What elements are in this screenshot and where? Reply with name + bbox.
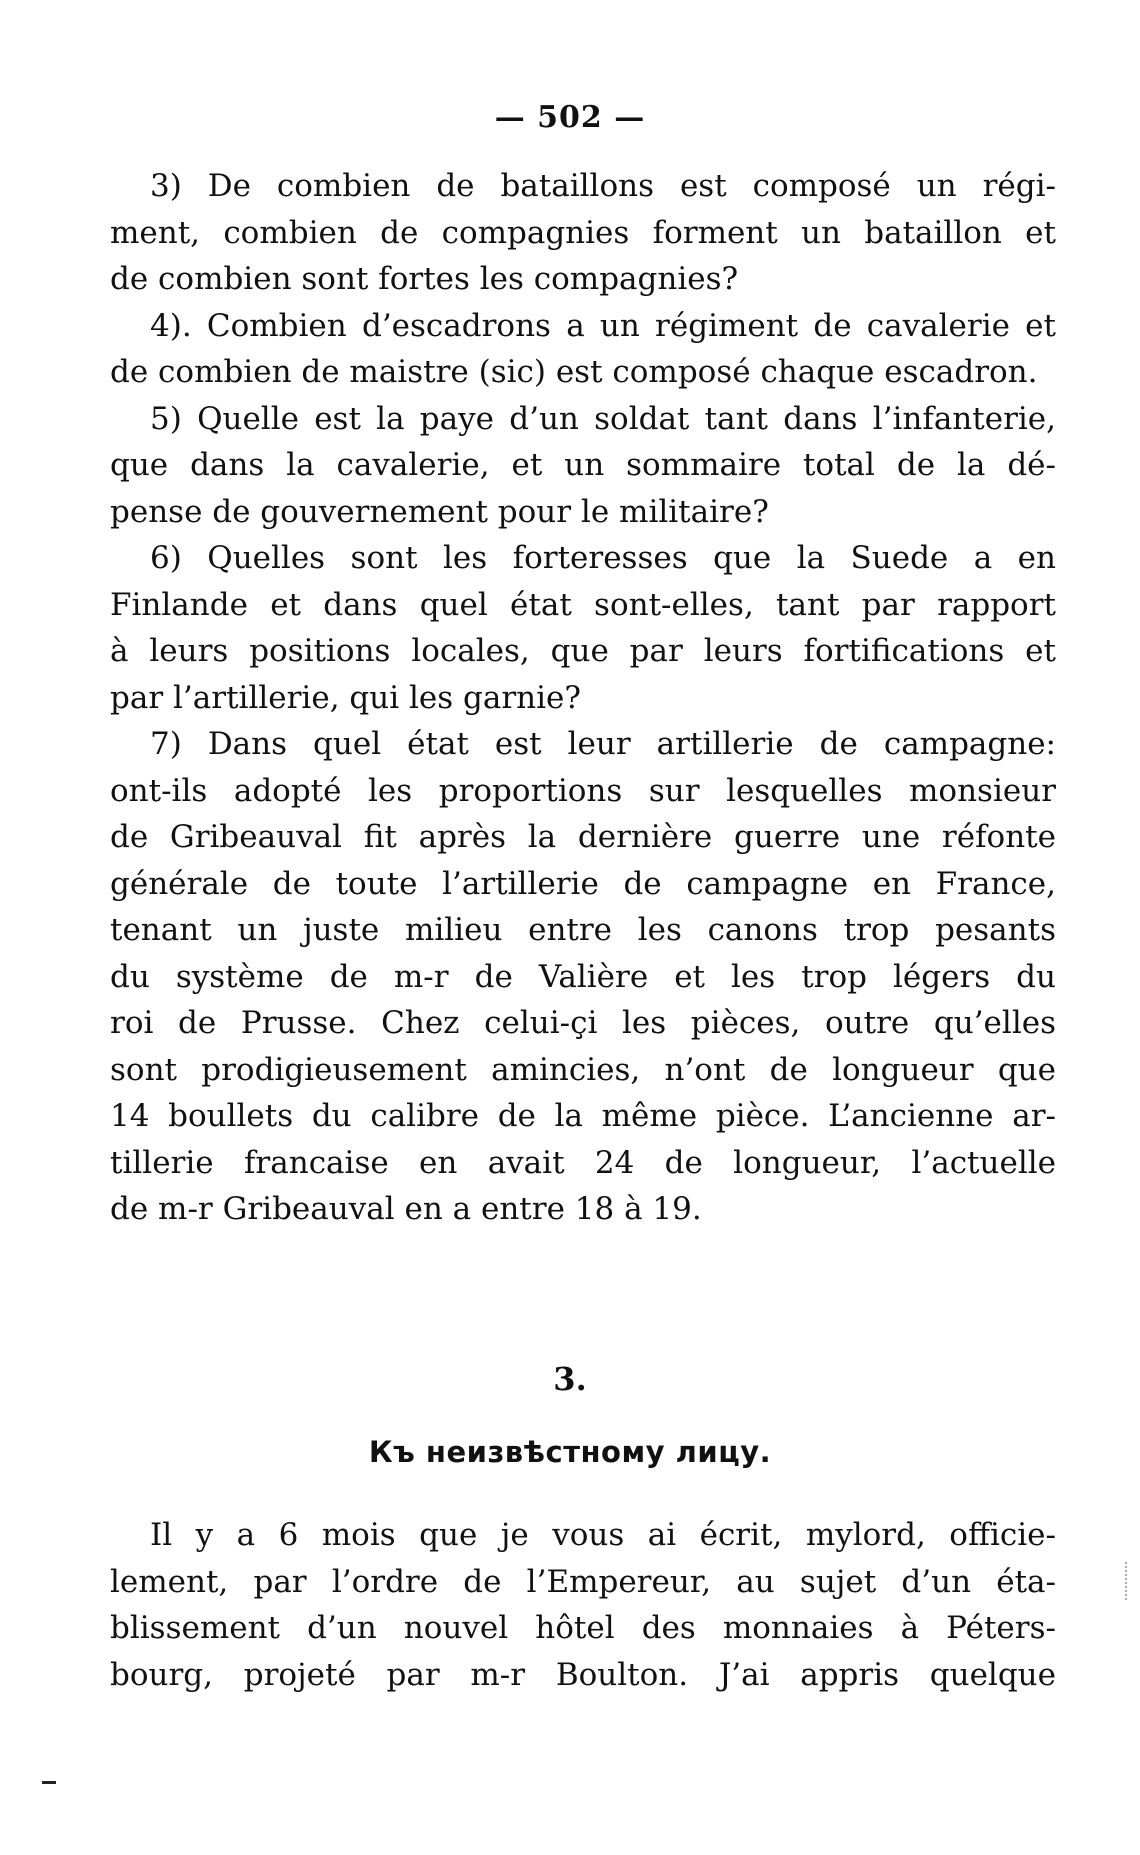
text-line: de combien de maistre (sic) est composé chaque escadron.: [110, 354, 1038, 390]
text-line: roi de Prusse. Chez celui-çi les pièces, outre qu’elles: [110, 1005, 1056, 1041]
text-line: de combien sont fortes les compagnies?: [110, 261, 739, 297]
text-line: tillerie francaise en avait 24 de longueur, l’actuelle: [110, 1144, 1056, 1181]
text-line: pense de gouvernement pour le militaire?: [110, 493, 769, 530]
text-line: ment, combien de compagnies forment un bataillon et: [110, 214, 1056, 251]
text-line: 4). Combien d’escadrons a un régiment de cavalerie et: [150, 307, 1056, 344]
text-line: par l’artillerie, qui les garnie?: [110, 679, 581, 716]
section-number: 3.: [553, 1360, 587, 1398]
margin-mark: [1125, 1562, 1129, 1600]
text-line: générale de toute l’artillerie de campagne en France,: [110, 865, 1056, 902]
text-line: 7) Dans quel état est leur artillerie de campagne:: [150, 726, 1056, 762]
text-line: 14 boullets du calibre de la même pièce. L’ancienne ar-: [110, 1098, 1056, 1134]
text-line: de m-r Gribeauval en a entre 18 à 19.: [110, 1191, 702, 1227]
letter-text: [110, 1512, 1056, 1698]
text-line: bourg, projeté par m-r Boulton. J’ai appris quelque: [110, 1656, 1056, 1693]
text-line: tenant un juste milieu entre les canons trop pesants: [110, 912, 1056, 948]
text-line: blissement d’un nouvel hôtel des monnaies à Péters-: [110, 1610, 1056, 1646]
text-line: à leurs positions locales, que par leurs fortifications et: [110, 633, 1056, 669]
text-line: de Gribeauval fit après la dernière guerre une réfonte: [110, 819, 1056, 855]
text-line: lement, par l’ordre de l’Empereur, au sujet d’un éta-: [110, 1563, 1056, 1600]
margin-dash: [42, 1781, 56, 1784]
body-text: [110, 163, 1056, 1233]
text-line: Finlande et dans quel état sont-elles, tant par rapport: [110, 586, 1056, 623]
text-line: ont-ils adopté les proportions sur lesquelles monsieur: [110, 772, 1056, 809]
text-line: 6) Quelles sont les forteresses que la Suede a en: [150, 540, 1056, 576]
text-line: Il y a 6 mois que je vous ai écrit, mylord, officie-: [150, 1517, 1056, 1553]
text-line: que dans la cavalerie, et un sommaire total de la dé-: [110, 447, 1056, 483]
page-number: — 502 —: [494, 100, 646, 135]
text-line: sont prodigieusement amincies, n’ont de longueur que: [110, 1051, 1056, 1088]
text-line: 5) Quelle est la paye d’un soldat tant dans l’infanterie,: [150, 400, 1056, 437]
text-line: 3) De combien de bataillons est composé un régi-: [150, 168, 1056, 204]
section-title: Къ неизвѣстному лицу.: [368, 1435, 772, 1469]
text-line: du système de m-r de Valière et les trop légers du: [110, 958, 1056, 995]
